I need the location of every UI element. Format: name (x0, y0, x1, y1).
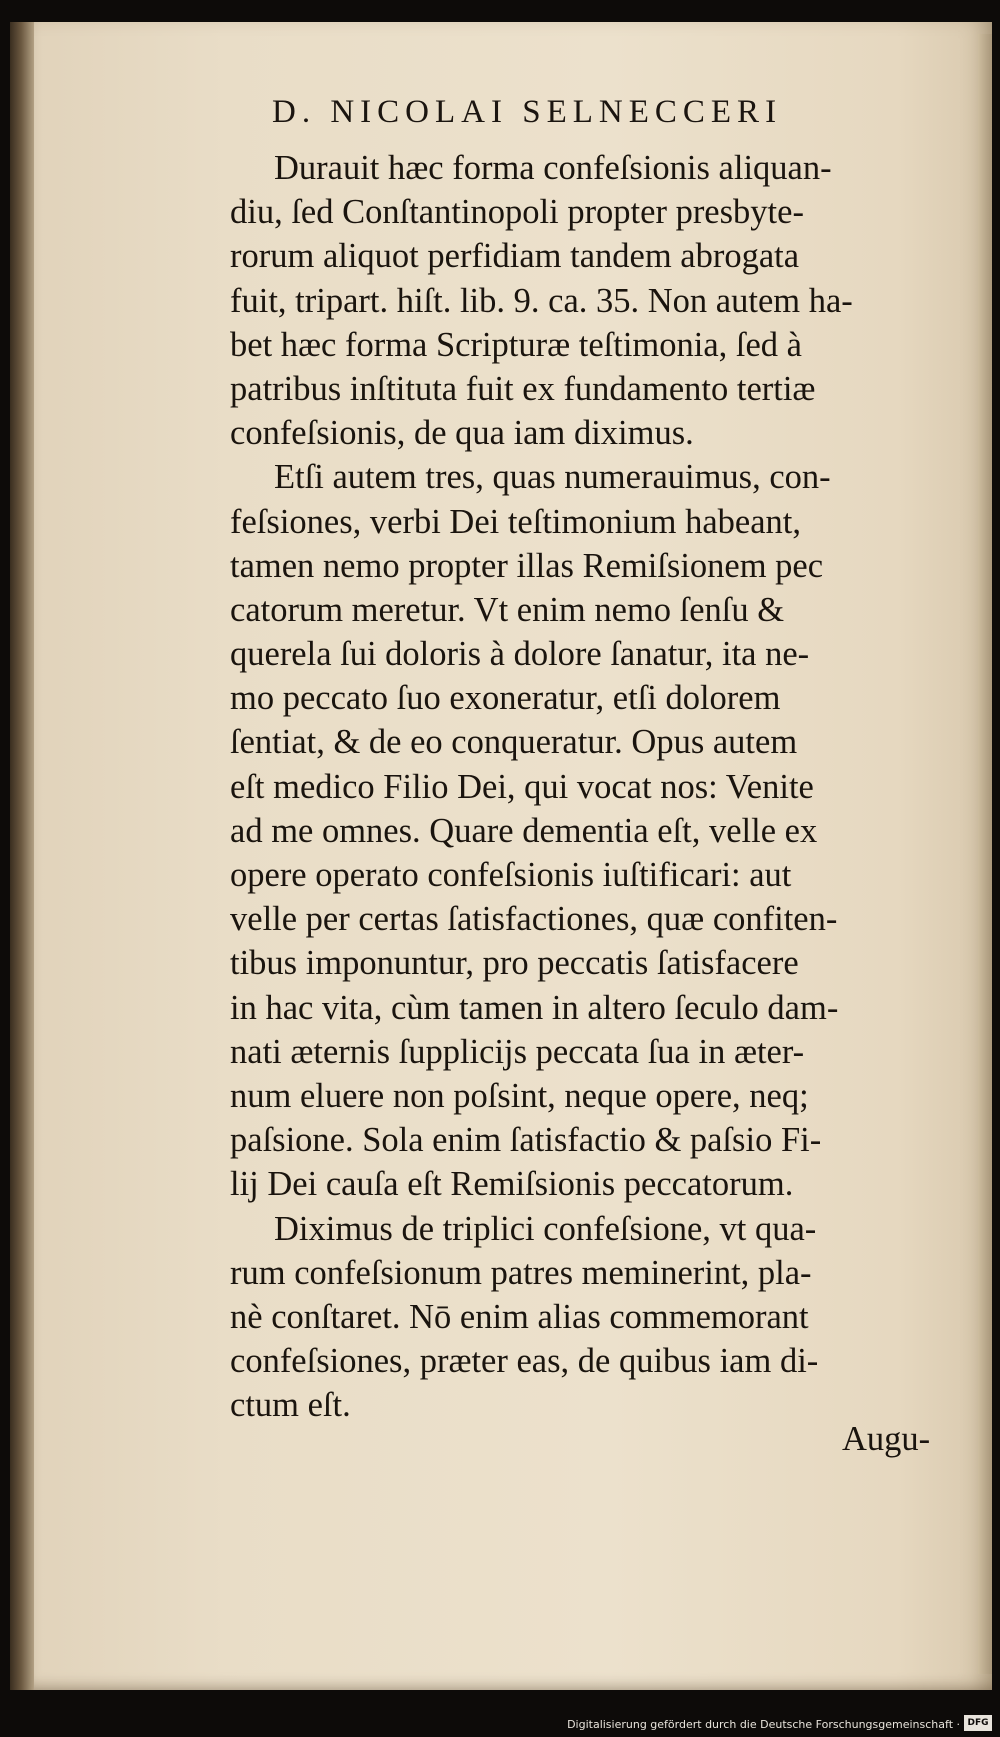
text-line: rorum aliquot perfidiam tandem abrogata (230, 237, 800, 276)
text-line: catorum meretur. Vt enim nemo ſenſu & (230, 590, 785, 629)
text-line: feſsiones, verbi Dei teſtimonium habeant, (230, 502, 802, 541)
text-line: rum confeſsionum patres meminerint, pla- (230, 1253, 812, 1292)
text-line: opere operato confeſsionis iuſtificari: aut (230, 856, 792, 894)
page-fore-edge (978, 34, 992, 1674)
text-line: tamen nemo propter illas Remiſsionem pec (230, 546, 824, 585)
text-line: fuit, tripart. hiſt. lib. 9. ca. 35. Non autem ha- (230, 281, 853, 320)
text-line: Etſi autem tres, quas numerauimus, con- (274, 458, 831, 497)
text-line: nati æternis ſupplicijs peccata ſua in æter- (230, 1032, 805, 1071)
text-line: mo peccato ſuo exoneratur, etſi dolorem (230, 679, 781, 718)
text-line: ſentiat, & de eo conqueratur. Opus autem (230, 723, 798, 762)
text-line: ad me omnes. Quare dementia eſt, velle ex (230, 811, 818, 850)
text-line: eſt medico Filio Dei, qui vocat nos: Venite (230, 767, 814, 806)
running-head: D. NICOLAI SELNECCERI (272, 94, 783, 130)
text-line: Diximus de triplici confeſsione, vt qua- (274, 1209, 817, 1248)
text-line: tibus imponuntur, pro peccatis ſatisfacere (230, 944, 799, 983)
text-line: paſsione. Sola enim ſatisfactio & paſsio Fi- (230, 1121, 822, 1160)
catchword: Augu- (842, 1420, 931, 1458)
footer-credit: Digitalisierung gefördert durch die Deutsche Forschungsgemeinschaft · (567, 1718, 960, 1731)
text-line: ctum eſt. (230, 1386, 351, 1425)
text-line: lij Dei cauſa eſt Remiſsionis peccatorum. (230, 1165, 794, 1204)
text-line: in hac vita, cùm tamen in altero ſeculo dam- (230, 988, 839, 1027)
text-line: velle per certas ſatisfactiones, quæ confiten- (230, 900, 838, 939)
dfg-logo: DFG (964, 1715, 992, 1731)
text-line: diu, ſed Conſtantinopoli propter presbyte- (230, 193, 804, 232)
text-line: num eluere non poſsint, neque opere, neq; (230, 1076, 809, 1115)
text-line: confeſsiones, præter eas, de quibus iam di- (230, 1342, 819, 1381)
text-line: nè conſtaret. Nō enim alias commemorant (230, 1297, 809, 1336)
body-text (230, 146, 960, 1427)
text-line: querela ſui doloris à dolore ſanatur, ita ne- (230, 635, 810, 674)
text-line: confeſsionis, de qua iam diximus. (230, 414, 694, 453)
text-line: bet hæc forma Scripturæ teſtimonia, ſed à (230, 325, 802, 364)
text-line: patribus inſtituta fuit ex fundamento tertiæ (230, 369, 816, 408)
text-line: Durauit hæc forma confeſsionis aliquan- (274, 149, 832, 187)
